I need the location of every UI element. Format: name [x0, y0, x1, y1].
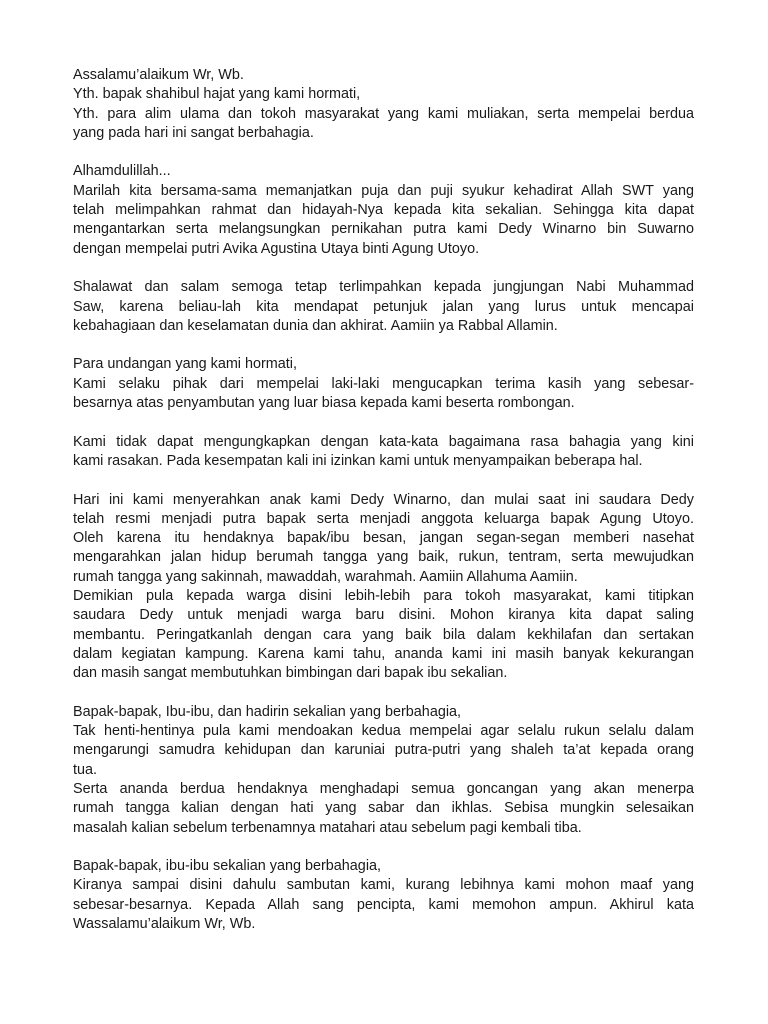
text-line: kebahagiaan dan keselamatan dunia dan akhirat. Aamiin ya Rabbal Allamin.: [73, 317, 558, 334]
paragraph: [73, 162, 694, 258]
text-line: Tak henti-hentinya pula kami mendoakan kedua mempelai agar selalu rukun selalu dalam: [73, 723, 694, 740]
text-line: Oleh karena itu hendaknya bapak/ibu besan, jangan segan-segan memberi nasehat: [73, 530, 694, 547]
paragraph: [73, 433, 694, 472]
text-line: Wassalamu’alaikum Wr, Wb.: [73, 916, 256, 933]
text-line: Kami selaku pihak dari mempelai laki-laki mengucapkan terima kasih yang sebesar-: [73, 375, 694, 392]
text-line: yang pada hari ini sangat berbahagia.: [73, 124, 314, 141]
text-line: tua.: [73, 761, 98, 778]
text-line: Yth. para alim ulama dan tokoh masyarakat yang kami muliakan, serta mempelai berdua: [73, 105, 694, 122]
document-page: [73, 66, 694, 954]
text-line: membantu. Peringatkanlah dengan cara yang baik bila dalam kekhilafan dan sertakan: [73, 626, 694, 643]
paragraph: [73, 278, 694, 336]
text-line: Alhamdulillah...: [73, 163, 171, 180]
text-line: Para undangan yang kami hormati,: [73, 356, 297, 373]
text-line: telah melimpahkan rahmat dan hidayah-Nya kepada kita sekalian. Sehingga kita dapat: [73, 202, 694, 219]
text-line: Yth. bapak shahibul hajat yang kami hormati,: [73, 86, 361, 103]
text-line: Marilah kita bersama-sama memanjatkan puja dan puji syukur kehadirat Allah SWT yang: [73, 182, 694, 199]
text-line: Shalawat dan salam semoga tetap terlimpahkan kepada jungjungan Nabi Muhammad: [73, 279, 694, 296]
text-line: rumah tangga kalian dengan hati yang sabar dan ikhlas. Sebisa mungkin selesaikan: [73, 800, 694, 817]
text-line: dan masih sangat membutuhkan bimbingan dari bapak ibu sekalian.: [73, 665, 508, 682]
text-line: dalam kegiatan kampung. Karena kami tahu, ananda kami ini masih banyak kekurangan: [73, 645, 694, 662]
text-line: sebesar-besarnya. Kepada Allah sang pencipta, kami memohon ampun. Akhirul kata: [73, 896, 694, 913]
paragraph: [73, 491, 694, 684]
paragraph: [73, 66, 694, 143]
text-line: Demikian pula kepada warga disini lebih-lebih para tokoh masyarakat, kami titipkan: [73, 588, 694, 605]
text-line: mengantarkan serta melangsungkan pernikahan putra kami Dedy Winarno bin Suwarno: [73, 221, 694, 238]
text-line: Hari ini kami menyerahkan anak kami Dedy Winarno, dan mulai saat ini saudara Dedy: [73, 491, 694, 508]
paragraph: [73, 857, 694, 934]
text-line: masalah kalian sebelum terbenamnya matahari atau sebelum pagi kembali tiba.: [73, 819, 582, 836]
text-line: Kami tidak dapat mengungkapkan dengan kata-kata bagaimana rasa bahagia yang kini: [73, 433, 694, 450]
text-line: saudara Dedy untuk menjadi warga baru disini. Mohon kiranya kita dapat saling: [73, 607, 694, 624]
paragraph: [73, 703, 694, 838]
text-line: dengan mempelai putri Avika Agustina Utaya binti Agung Utoyo.: [73, 240, 480, 257]
text-line: Assalamu’alaikum Wr, Wb.: [73, 67, 244, 83]
text-line: Bapak-bapak, ibu-ibu sekalian yang berbahagia,: [73, 858, 382, 875]
text-line: Serta ananda berdua hendaknya menghadapi semua goncangan yang akan menerpa: [73, 780, 694, 797]
paragraph: [73, 355, 694, 413]
text-line: besarnya atas penyambutan yang luar biasa kepada kami beserta rombongan.: [73, 395, 575, 412]
text-line: Saw, karena beliau-lah kita mendapat petunjuk jalan yang lurus untuk mencapai: [73, 298, 694, 315]
text-line: Bapak-bapak, Ibu-ibu, dan hadirin sekalian yang berbahagia,: [73, 703, 462, 720]
text-line: kami rasakan. Pada kesempatan kali ini izinkan kami untuk menyampaikan beberapa hal.: [73, 452, 643, 469]
text-line: mengarungi samudra kehidupan dan karuniai putra-putri yang shaleh ta’at kepada orang: [73, 742, 694, 759]
text-line: mengarahkan jalan hidup berumah tangga yang baik, rukun, tentram, serta mewujudkan: [73, 549, 694, 566]
text-line: telah resmi menjadi putra bapak serta menjadi anggota keluarga bapak Agung Utoyo.: [73, 510, 694, 527]
text-line: Kiranya sampai disini dahulu sambutan kami, kurang lebihnya kami mohon maaf yang: [73, 877, 694, 894]
text-line: rumah tangga yang sakinnah, mawaddah, warahmah. Aamiin Allahuma Aamiin.: [73, 568, 578, 585]
document-body: [73, 66, 694, 934]
